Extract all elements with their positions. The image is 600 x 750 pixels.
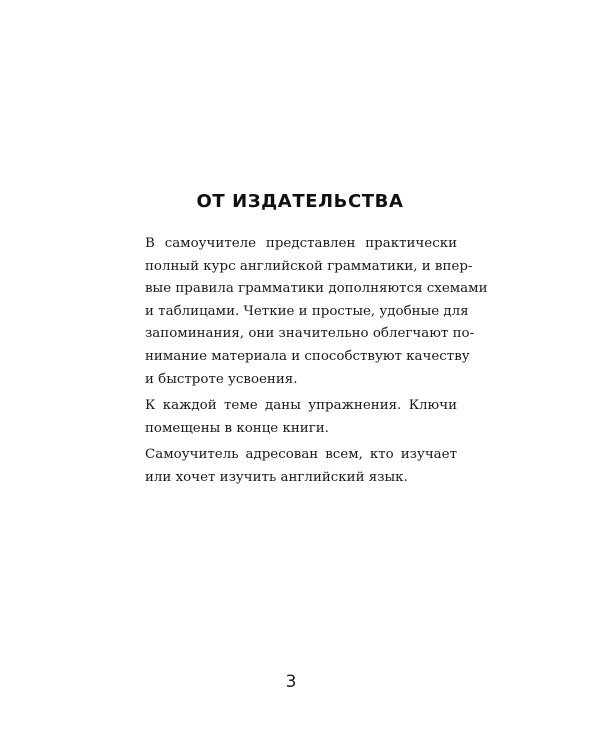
paragraph [145, 444, 457, 489]
text-line: вые правила грамматики дополняются схемами [145, 281, 488, 297]
text-line: помещены в конце книги. [145, 420, 329, 436]
text-line: полный курс английской грамматики, и впер- [145, 258, 473, 274]
text-line: Самоучитель адресован всем, кто изучает [145, 447, 457, 463]
text-line: К каждой теме даны упражнения. Ключи [145, 398, 457, 414]
text-line: В самоучителе представлен практически [145, 236, 457, 251]
text-line: запоминания, они значительно облегчают по- [145, 326, 475, 342]
publisher-note-text [145, 233, 488, 490]
paragraph [145, 395, 457, 440]
text-line: и быстроте усвоения. [145, 371, 298, 387]
text-line: нимание материала и способствуют качеству [145, 348, 470, 364]
text-line: или хочет изучить английский язык. [145, 469, 408, 485]
page-heading: ОТ ИЗДАТЕЛЬСТВА [196, 191, 404, 212]
page-number: 3 [285, 672, 297, 692]
text-line: и таблицами. Четкие и простые, удобные для [145, 303, 469, 319]
paragraph [145, 233, 488, 391]
